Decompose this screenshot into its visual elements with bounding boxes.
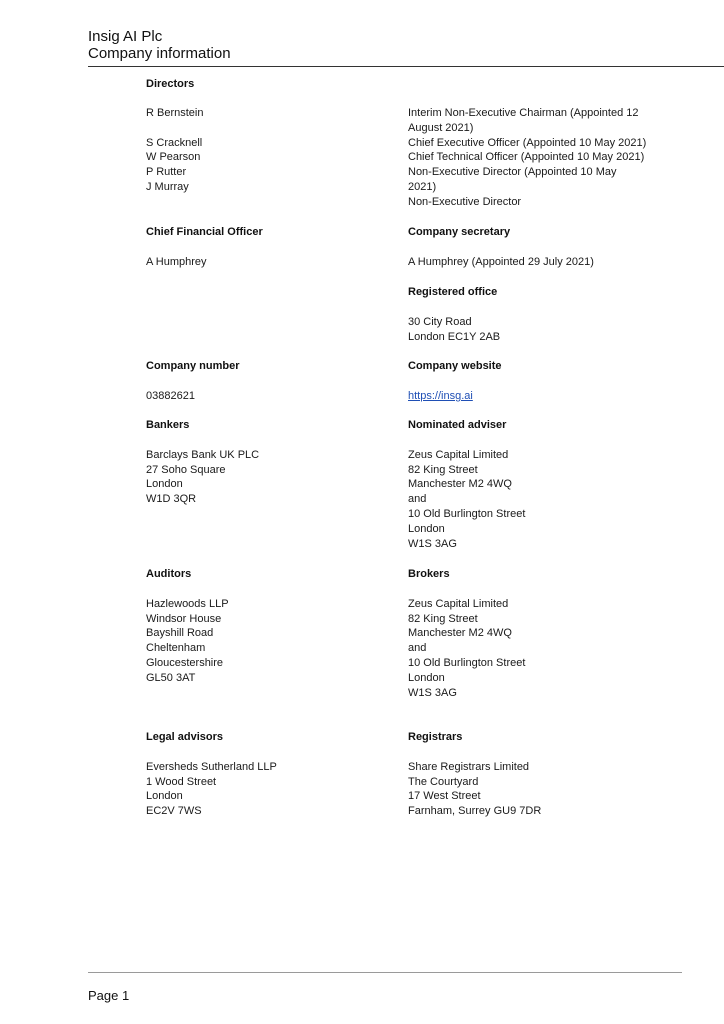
cfo-heading: Chief Financial Officer	[146, 226, 263, 238]
cfo-section	[146, 225, 386, 270]
address-line: Manchester M2 4WQ	[408, 627, 512, 640]
address-line: London EC1Y 2AB	[408, 330, 501, 343]
directors-section	[146, 77, 386, 92]
nominated-adviser-section	[408, 418, 668, 551]
address-line: EC2V 7WS	[146, 805, 202, 818]
directors-names	[146, 106, 386, 195]
legal-advisors-section	[146, 730, 386, 819]
address-line: The Courtyard	[408, 775, 479, 788]
auditors-section	[146, 567, 386, 686]
director-name: P Rutter	[146, 166, 187, 179]
address-line: W1S 3AG	[408, 686, 457, 699]
registrars-section	[408, 730, 668, 819]
registrars-heading: Registrars	[408, 731, 463, 743]
address-line: Gloucestershire	[146, 656, 224, 669]
company-website-heading: Company website	[408, 360, 502, 372]
brokers-section	[408, 567, 668, 700]
address-line: 82 King Street	[408, 612, 478, 625]
company-website-link[interactable]: https://insg.ai	[408, 389, 473, 402]
address-line: Barclays Bank UK PLC	[146, 448, 260, 461]
address-line: Farnham, Surrey GU9 7DR	[408, 805, 542, 818]
address-line: and	[408, 642, 427, 655]
bankers-section	[146, 418, 386, 507]
address-line: 82 King Street	[408, 463, 478, 476]
director-role: Chief Technical Officer (Appointed 10 May 2021)	[408, 151, 645, 164]
director-role: Non-Executive Director (Appointed 10 May	[408, 166, 617, 179]
company-name: Insig AI Plc	[88, 28, 163, 45]
address-line: Cheltenham	[146, 642, 206, 655]
registered-office-heading: Registered office	[408, 286, 498, 298]
directors-heading: Directors	[146, 78, 195, 90]
director-role: Interim Non-Executive Chairman (Appointed 12	[408, 107, 639, 119]
director-role: Chief Executive Officer (Appointed 10 May 2021)	[408, 136, 647, 149]
address-line: 17 West Street	[408, 790, 481, 803]
footer-divider	[88, 972, 682, 973]
auditors-heading: Auditors	[146, 568, 192, 580]
address-line: and	[408, 493, 427, 506]
address-line: London	[408, 671, 445, 684]
address-line: 30 City Road	[408, 315, 472, 328]
director-role: 2021)	[408, 180, 437, 193]
address-line: Zeus Capital Limited	[408, 448, 509, 461]
header-divider	[88, 66, 724, 67]
director-name: J Murray	[146, 180, 189, 193]
address-line: W1D 3QR	[146, 493, 197, 506]
legal-advisors-heading: Legal advisors	[146, 731, 224, 743]
directors-roles	[408, 106, 668, 210]
company-number-heading: Company number	[146, 360, 240, 372]
address-line: Eversheds Sutherland LLP	[146, 760, 277, 773]
address-line: 1 Wood Street	[146, 775, 217, 788]
address-line: 10 Old Burlington Street	[408, 507, 526, 520]
director-role: Non-Executive Director	[408, 195, 522, 208]
director-name: W Pearson	[146, 151, 201, 164]
address-line: Hazlewoods LLP	[146, 597, 229, 610]
address-line: 27 Soho Square	[146, 463, 226, 476]
address-line: GL50 3AT	[146, 671, 196, 684]
secretary-heading: Company secretary	[408, 226, 511, 238]
director-role: August 2021)	[408, 121, 474, 134]
registered-office-section	[408, 285, 668, 344]
page-title: Company information	[88, 45, 231, 62]
address-line: Zeus Capital Limited	[408, 597, 509, 610]
address-line: W1S 3AG	[408, 537, 457, 550]
address-line: Manchester M2 4WQ	[408, 478, 512, 491]
address-line: London	[408, 522, 445, 535]
bankers-heading: Bankers	[146, 419, 190, 431]
nominated-adviser-heading: Nominated adviser	[408, 419, 507, 431]
address-line: Share Registrars Limited	[408, 760, 530, 773]
company-website-section	[408, 359, 668, 404]
director-name: R Bernstein	[146, 107, 204, 119]
address-line: 10 Old Burlington Street	[408, 656, 526, 669]
secretary-section	[408, 225, 668, 270]
cfo-name: A Humphrey	[146, 255, 207, 268]
company-number-section	[146, 359, 386, 404]
company-number-value: 03882621	[146, 389, 195, 402]
director-name: S Cracknell	[146, 136, 203, 149]
address-line: Bayshill Road	[146, 627, 214, 640]
address-line: Windsor House	[146, 612, 222, 625]
brokers-heading: Brokers	[408, 568, 450, 580]
address-line: London	[146, 478, 183, 491]
secretary-name: A Humphrey (Appointed 29 July 2021)	[408, 255, 594, 268]
address-line: London	[146, 790, 183, 803]
page-number: Page 1	[88, 988, 130, 1003]
